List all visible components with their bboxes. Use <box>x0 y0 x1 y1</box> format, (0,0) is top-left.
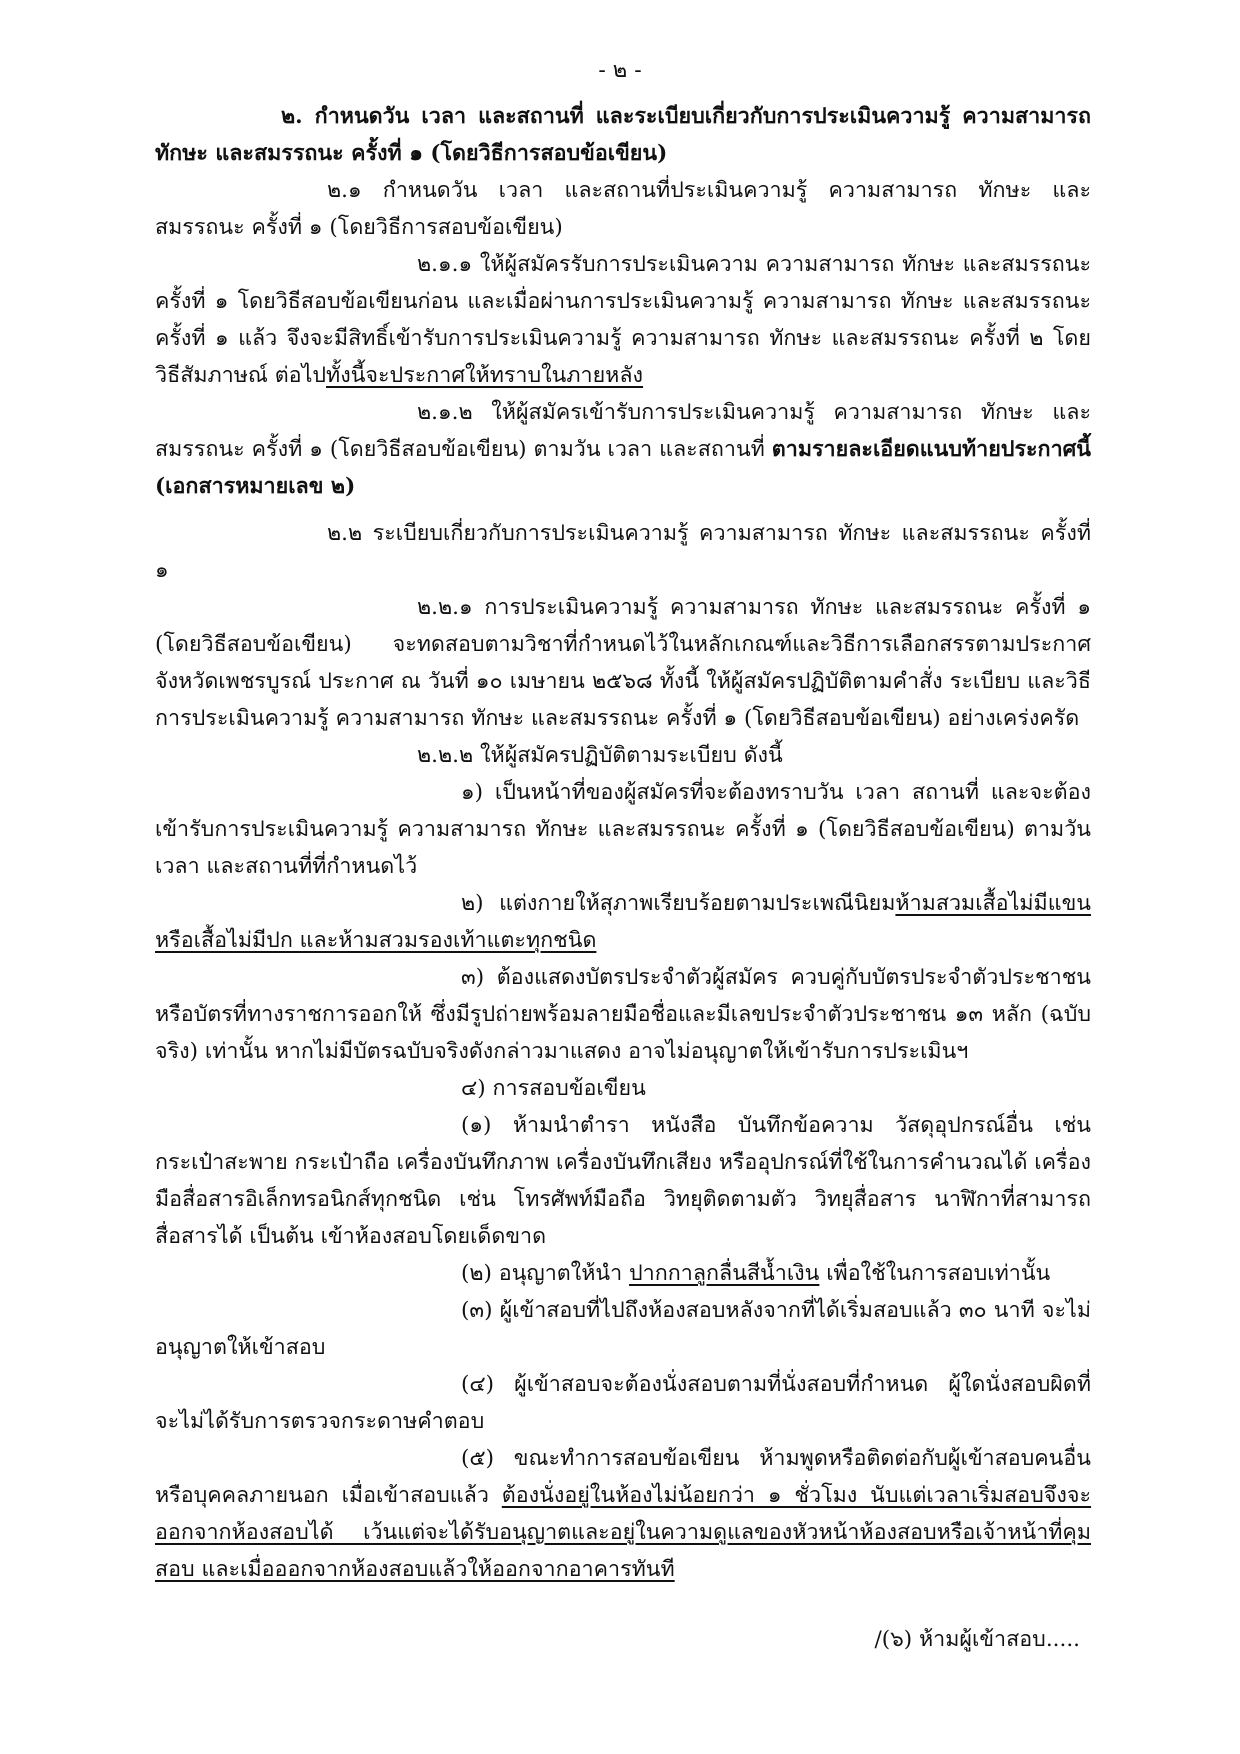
exam-rule-2-text-b: เพื่อใช้ในการสอบเท่านั้น <box>819 1261 1051 1286</box>
section-2-1-title: ๒.๑ กำหนดวัน เวลา และสถานที่ประเมินความรู้ ความสามารถ ทักษะ และสมรรถนะ ครั้งที่ ๑ (โดยวิธีการสอบข้อเขียน) <box>155 178 1091 240</box>
section-2-2-title: ๒.๒ ระเบียบเกี่ยวกับการประเมินความรู้ ความสามารถ ทักษะ และสมรรถนะ ครั้งที่ ๑ <box>155 521 1091 583</box>
exam-rule-1: (๑) ห้ามนำตำรา หนังสือ บันทึกข้อความ วัสดุอุปกรณ์อื่น เช่น กระเป๋าสะพาย กระเป๋าถือ เครื่องบันทึกภาพ เครื่องบันทึกเสียง หรืออุปกรณ์ที่ใช้ในการคำนวณได้ เครื่องมือสื่อสารอิเล็กทรอนิกส์ทุกชนิด เช่น โทรศัพท์มือถือ วิทยุติดตามตัว วิทยุสื่อสาร นาฬิกาที่สามารถสื่อสารได้ เป็นต้น เข้าห้องสอบโดยเด็ดขาด <box>155 1113 1091 1249</box>
exam-rule-4: (๔) ผู้เข้าสอบจะต้องนั่งสอบตามที่นั่งสอบที่กำหนด ผู้ใดนั่งสอบผิดที่ จะไม่ได้รับการตรวจกระดาษคำตอบ <box>155 1372 1091 1434</box>
section-2-2-1: ๒.๒.๑ การประเมินความรู้ ความสามารถ ทักษะ และสมรรถนะ ครั้งที่ ๑ (โดยวิธีสอบข้อเขียน) จะทดสอบตามวิชาที่กำหนดไว้ในหลักเกณฑ์และวิธีการเลือกสรรตามประกาศจังหวัดเพชรบูรณ์ ประกาศ ณ วันที่ ๑๐ เมษายน ๒๕๖๘ ทั้งนี้ ให้ผู้สมัครปฏิบัติตามคำสั่ง ระเบียบ และวิธีการประเมินความรู้ ความสามารถ ทักษะ และสมรรถนะ ครั้งที่ ๑ (โดยวิธีสอบข้อเขียน) อย่างเคร่งครัด <box>155 595 1091 731</box>
section-2-1-1-text: ๒.๑.๑ ให้ผู้สมัครรับการประเมินความ ความสามารถ ทักษะ และสมรรถนะ ครั้งที่ ๑ โดยวิธีสอบข้อเขียนก่อน และเมื่อผ่านการประเมินความรู้ ความสามารถ ทักษะ และสมรรถนะ ครั้งที่ ๑ แล้ว จึงจะมีสิทธิ์เข้ารับการประเมินความรู้ ความสามารถ ทักษะ และสมรรถนะ ครั้งที่ ๒ โดยวิธีสัมภาษณ์ ต่อไป <box>155 252 1091 388</box>
section-2-1-1 <box>155 246 1091 394</box>
section-2-heading: ๒. กำหนดวัน เวลา และสถานที่ และระเบียบเกี่ยวกับการประเมินความรู้ ความสามารถ ทักษะ และสมรรถนะ ครั้งที่ ๑ (โดยวิธีการสอบข้อเขียน) <box>155 104 1091 166</box>
section-2-1-2 <box>155 394 1091 505</box>
exam-rule-2-text-a: (๒) อนุญาตให้นำ <box>461 1261 630 1286</box>
continuation-note: /(๖) ห้ามผู้เข้าสอบ..... <box>874 1627 1080 1652</box>
exam-rule-5-underlined: ต้องนั่งอยู่ในห้องไม่น้อยกว่า ๑ ชั่วโมง นับแต่เวลาเริ่มสอบจึงจะออกจากห้องสอบได้ เว้นแต่จะได้รับอนุญาตและอยู่ในความดูแลของหัวหน้าห้องสอบหรือเจ้าหน้าที่คุมสอบ และเมื่อออกจากห้องสอบแล้วให้ออกจากอาคารทันที <box>155 1483 1092 1582</box>
exam-rule-2-underlined: ปากกาลูกลื่นสีน้ำเงิน <box>629 1261 820 1286</box>
exam-rule-2 <box>155 1255 1091 1292</box>
document-body <box>155 98 1091 1588</box>
exam-rule-3: (๓) ผู้เข้าสอบที่ไปถึงห้องสอบหลังจากที่ได้เริ่มสอบแล้ว ๓๐ นาที จะไม่อนุญาตให้เข้าสอบ <box>155 1298 1091 1360</box>
section-2-2-2-title: ๒.๒.๒ ให้ผู้สมัครปฏิบัติตามระเบียบ ดังนี้ <box>417 743 783 768</box>
rule-item-4: ๔) การสอบข้อเขียน <box>461 1076 646 1101</box>
rule-item-2 <box>155 885 1091 959</box>
page-number: - ๒ - <box>598 58 642 83</box>
rule-item-1: ๑) เป็นหน้าที่ของผู้สมัครที่จะต้องทราบวัน เวลา สถานที่ และจะต้องเข้ารับการประเมินความรู้ ความสามารถ ทักษะ และสมรรถนะ ครั้งที่ ๑ (โดยวิธีสอบข้อเขียน) ตามวัน เวลา และสถานที่ที่กำหนดไว้ <box>155 780 1091 879</box>
section-2-1-2-bold: ตามรายละเอียดแนบท้ายประกาศนี้ (เอกสารหมายเลข ๒) <box>155 437 1091 499</box>
section-2-1-2-text: ๒.๑.๒ ให้ผู้สมัครเข้ารับการประเมินความรู้ ความสามารถ ทักษะ และสมรรถนะ ครั้งที่ ๑ (โดยวิธีสอบข้อเขียน) ตามวัน เวลา และสถานที่ <box>155 400 1091 462</box>
exam-rule-5-text: (๕) ขณะทำการสอบข้อเขียน ห้ามพูดหรือติดต่อกับผู้เข้าสอบคนอื่นหรือบุคคลภายนอก เมื่อเข้าสอบแล้ว <box>155 1446 1091 1508</box>
section-2-1-1-underlined: ทั้งนี้จะประกาศให้ทราบในภายหลัง <box>326 363 644 388</box>
exam-rule-5 <box>155 1440 1091 1588</box>
rule-item-3: ๓) ต้องแสดงบัตรประจำตัวผู้สมัคร ควบคู่กับบัตรประจำตัวประชาชนหรือบัตรที่ทางราชการออกให้ ซึ่งมีรูปถ่ายพร้อมลายมือชื่อและมีเลขประจำตัวประชาชน ๑๓ หลัก (ฉบับจริง) เท่านั้น หากไม่มีบัตรฉบับจริงดังกล่าวมาแสดง อาจไม่อนุญาตให้เข้ารับการประเมินฯ <box>155 965 1091 1064</box>
rule-item-2-text: ๒) แต่งกายให้สุภาพเรียบร้อยตามประเพณีนิยม <box>461 891 896 916</box>
rule-item-2-underlined: ห้ามสวมเสื้อไม่มีแขนหรือเสื้อไม่มีปก และห้ามสวมรองเท้าแตะทุกชนิด <box>155 891 1091 953</box>
